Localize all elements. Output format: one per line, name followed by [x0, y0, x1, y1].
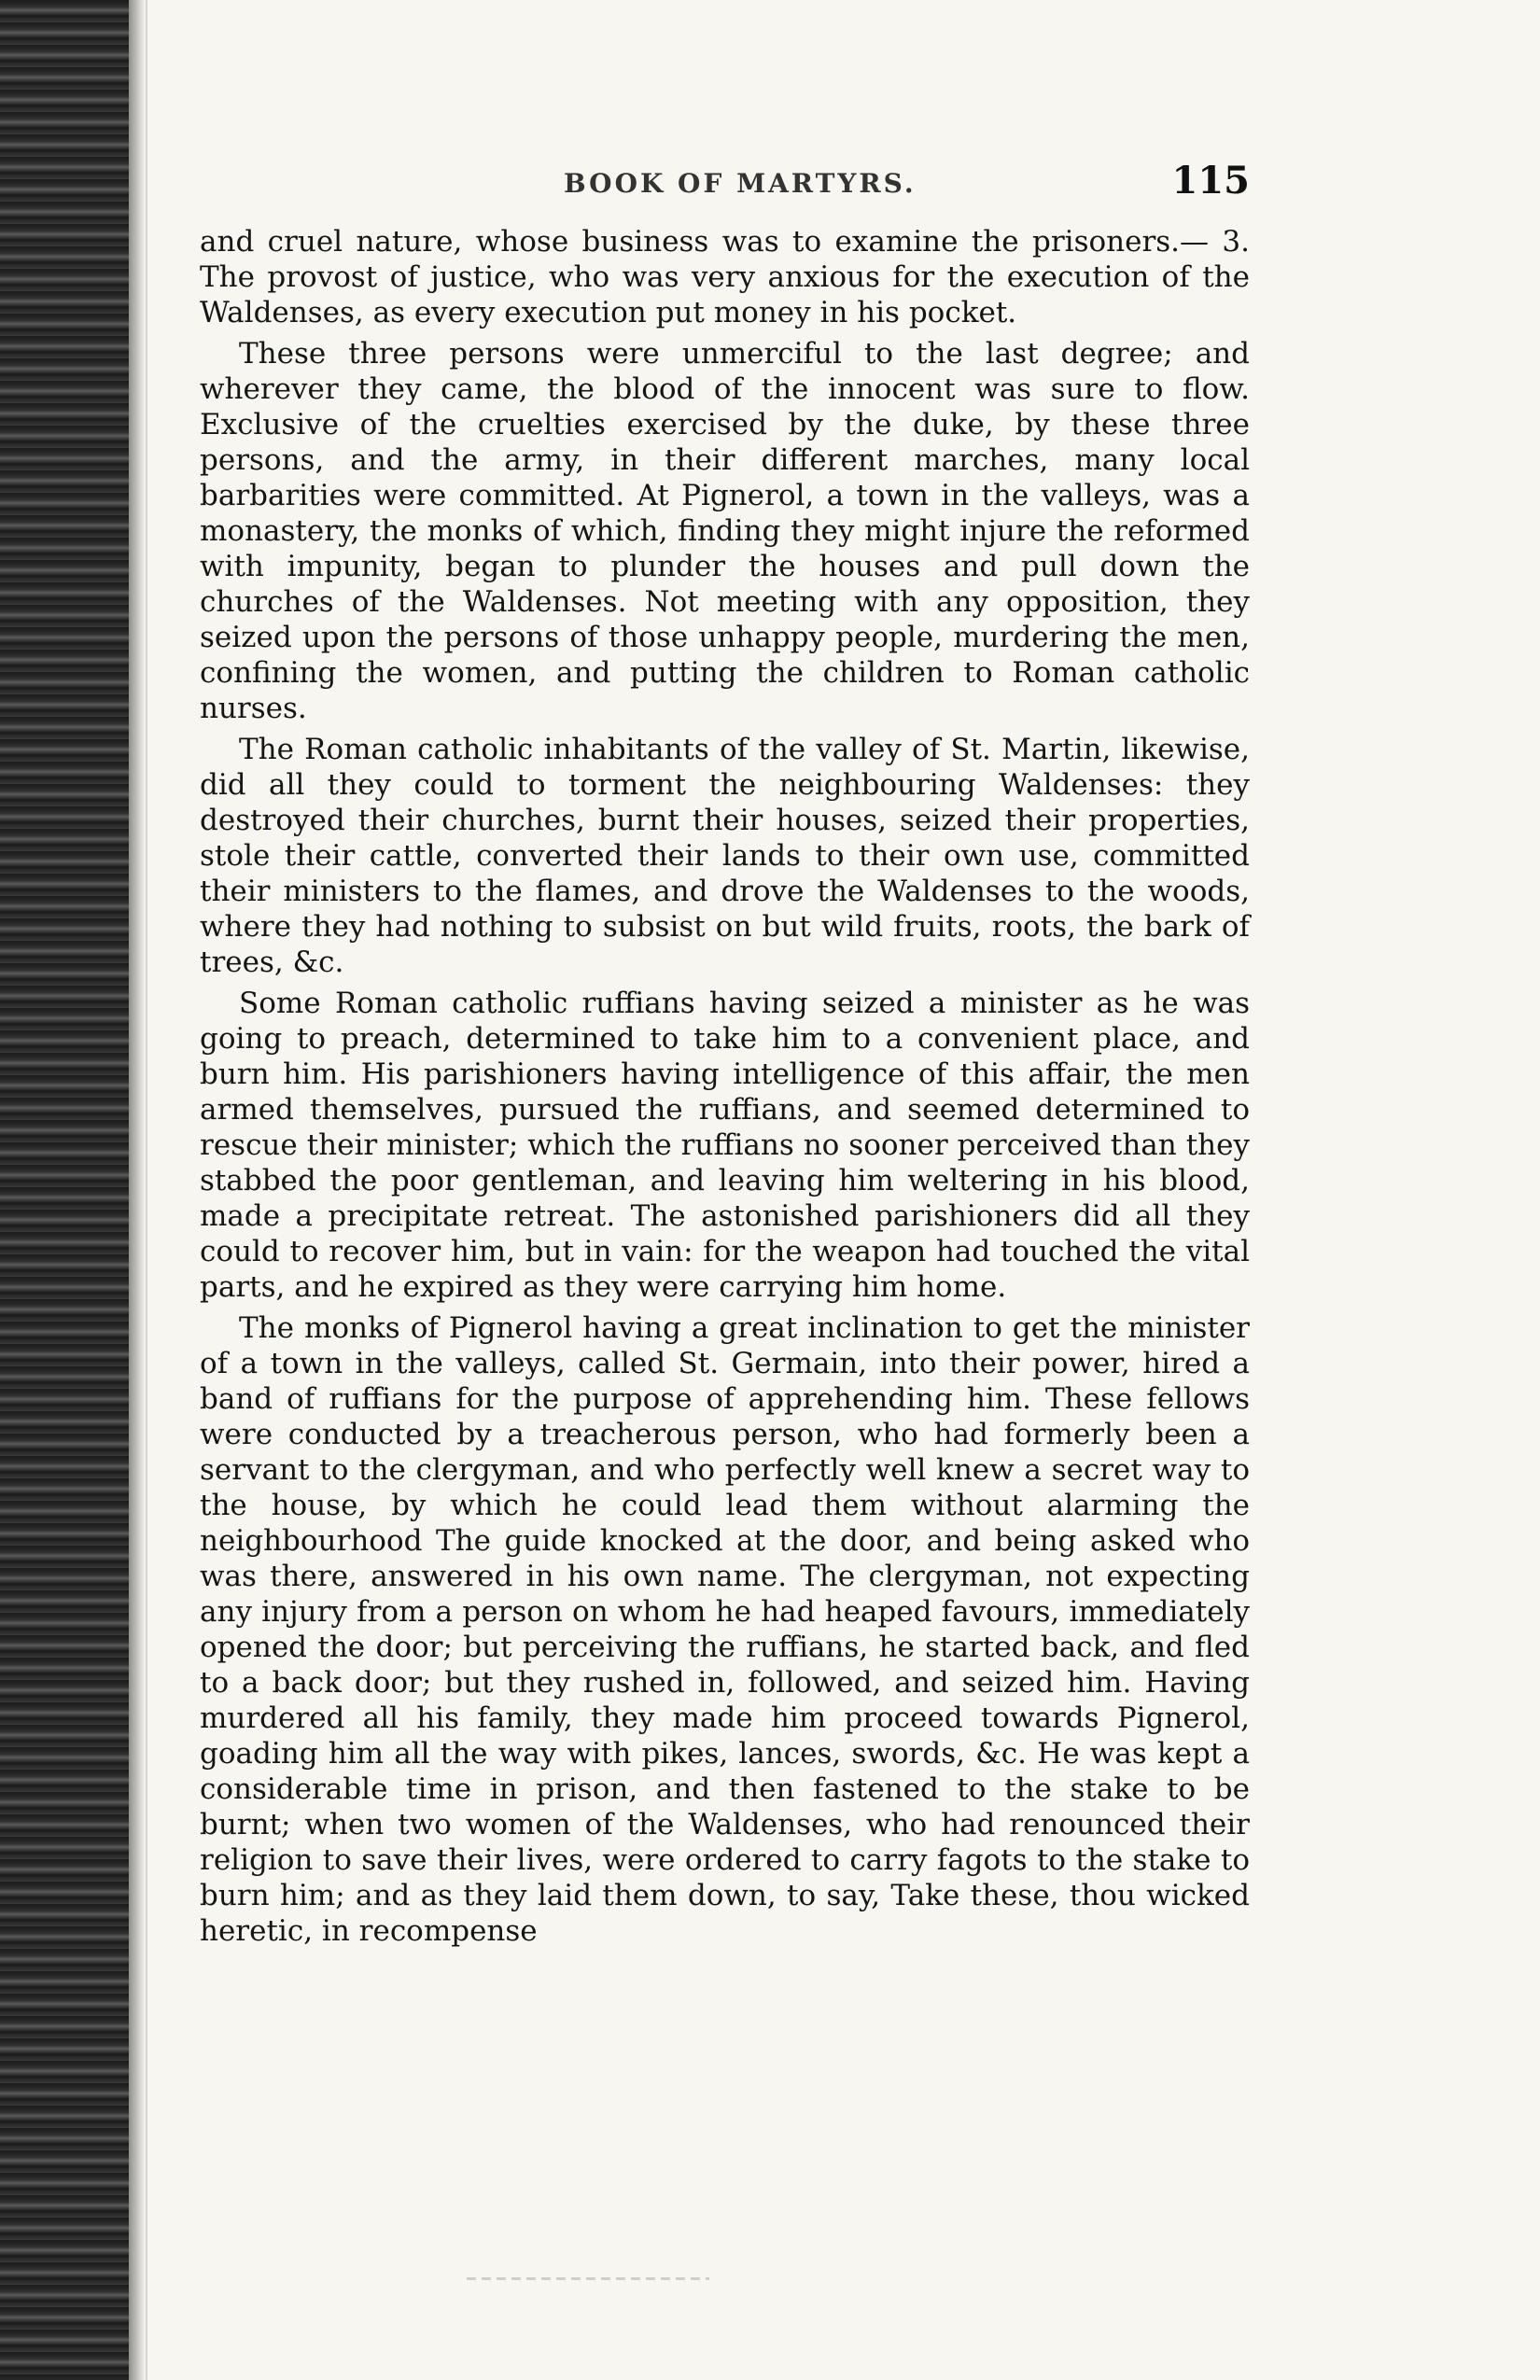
book-binding-edge [0, 0, 129, 2380]
paragraph-5: The monks of Pignerol having a great inclination to get the minister of a town in the valleys, called St. Germain, into their power, hired a band of ruffians for the purpose of apprehending him. These fellows were conducted by a treacherous person, who had formerly been a servant to the clergyman, and who perfectly well knew a secret way to the house, by which he could lead them without alarming the neighbourhood The guide knocked at the door, and being asked who was there, answered in his own name. The clergyman, not expecting any injury from a person on whom he had heaped favours, immediately opened the door; but perceiving the ruffians, he started back, and fled to a back door; but they rushed in, followed, and seized him. Having murdered all his family, they made him proceed towards Pignerol, goading him all the way with pikes, lances, swords, &c. He was kept a considerable time in prison, and then fastened to the stake to be burnt; when two women of the Waldenses, who had renounced their religion to save their lives, were ordered to carry fagots to the stake to burn him; and as they laid them down, to say, Take these, thou wicked heretic, in recompense [200, 1311, 1250, 1948]
page-header [200, 159, 1250, 224]
footer-smudge [467, 2277, 709, 2280]
page-gutter [146, 0, 147, 2380]
paragraph-3: The Roman catholic inhabitants of the valley of St. Martin, likewise, did all they could to torment the neighbouring Waldenses: they destroyed their churches, burnt their houses, seized their properties, stole their cattle, converted their lands to their own use, committed their ministers to the flames, and drove the Waldenses to the woods, where they had nothing to subsist on but wild fruits, roots, the bark of trees, &c. [200, 733, 1250, 979]
document-page [200, 159, 1250, 1949]
running-head: BOOK OF MARTYRS. [564, 168, 917, 199]
paragraph-2: These three persons were unmerciful to the last degree; and wherever they came, the blood of the innocent was sure to flow. Exclusive of the cruelties exercised by the duke, by these three persons, and the army, in their different marches, many local barbarities were committed. At Pignerol, a town in the valleys, was a monastery, the monks of which, finding they might injure the reformed with impunity, began to plunder the houses and pull down the churches of the Waldenses. Not meeting with any opposition, they seized upon the persons of those unhappy people, murdering the men, confining the women, and putting the children to Roman catholic nurses. [200, 337, 1250, 725]
paragraph-1: and cruel nature, whose business was to examine the prisoners.— 3. The provost of justice, who was very anxious for the execution of the Waldenses, as every execution put money in his pocket. [200, 225, 1250, 329]
paragraph-4: Some Roman catholic ruffians having seized a minister as he was going to preach, determined to take him to a convenient place, and burn him. His parishioners having intelligence of this affair, the men armed themselves, pursued the ruffians, and seemed determined to rescue their minister; which the ruffians no sooner perceived than they stabbed the poor gentleman, and leaving him weltering in his blood, made a precipitate retreat. The astonished parishioners did all they could to recover him, but in vain: for the weapon had touched the vital parts, and he expired as they were carrying him home. [200, 987, 1250, 1304]
page-number: 115 [1171, 159, 1250, 203]
